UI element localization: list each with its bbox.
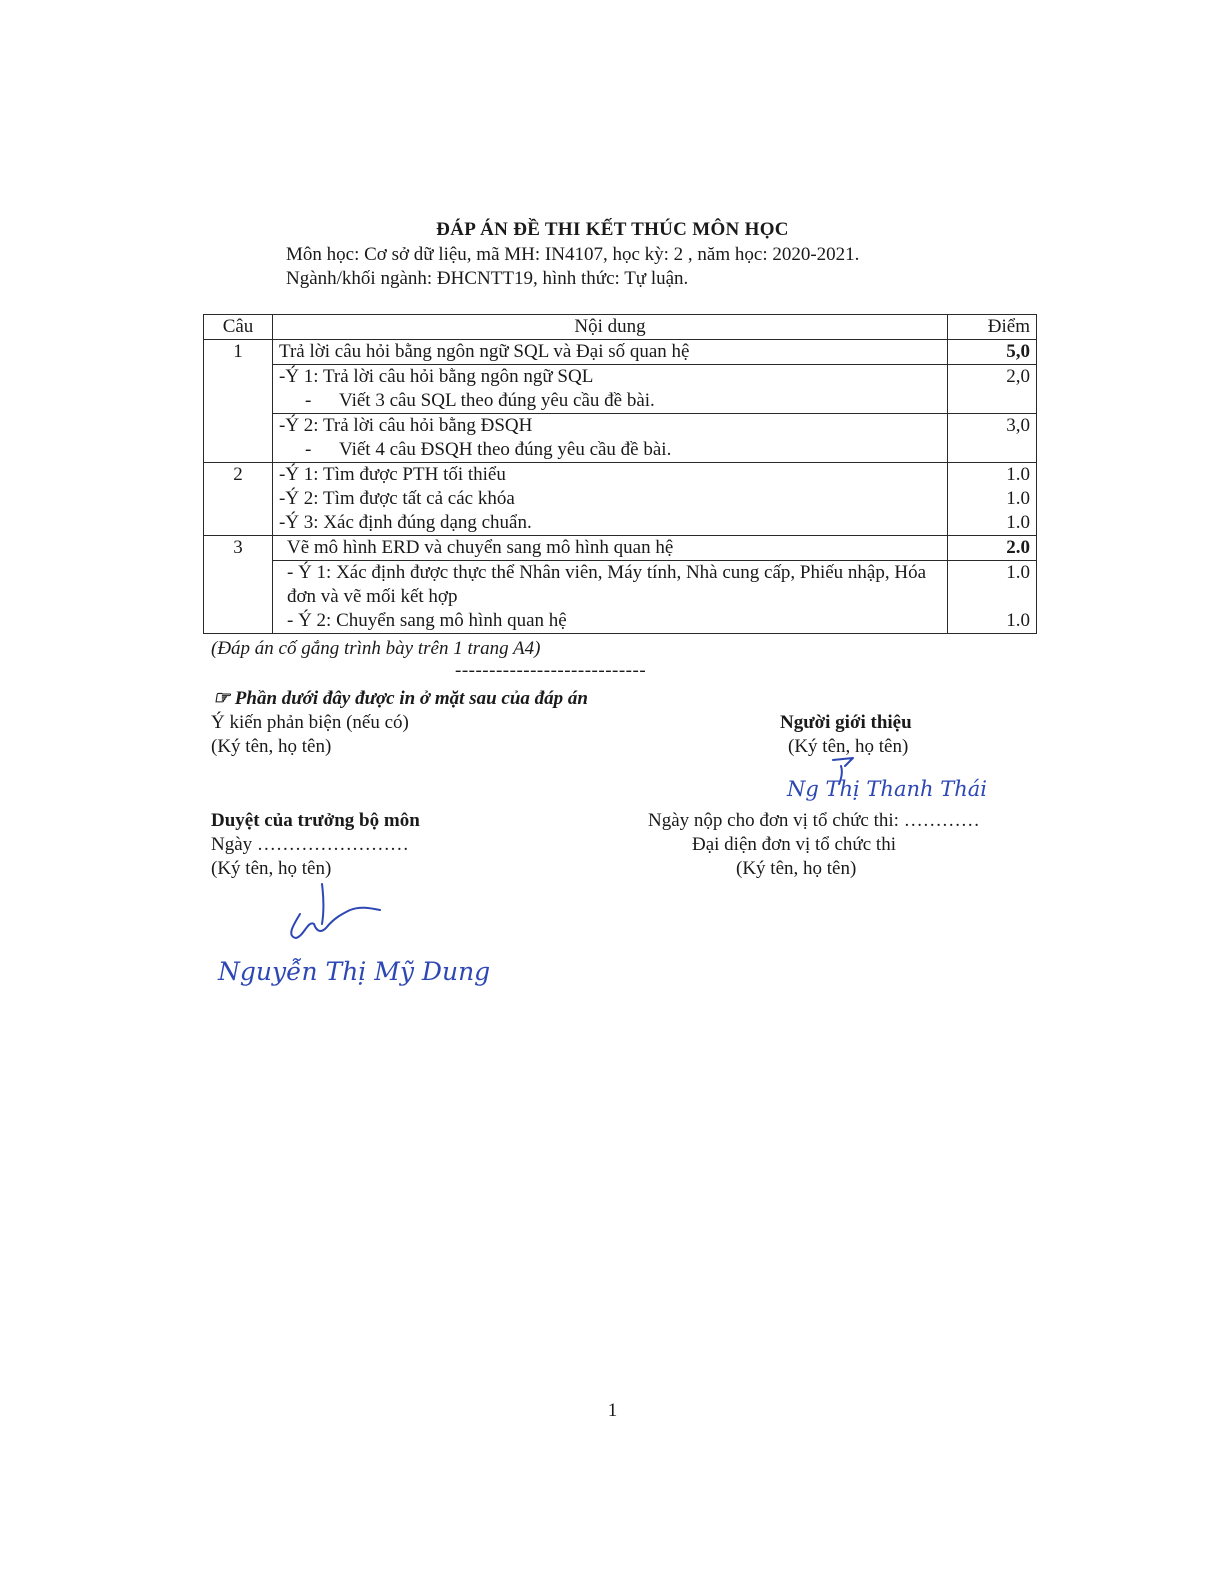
back-section-heading <box>213 687 588 710</box>
presenter-signature <box>775 752 995 810</box>
dash-marker: - <box>305 390 312 411</box>
page-number: 1 <box>607 1400 618 1421</box>
table-row <box>204 463 1037 536</box>
table-row <box>204 414 1037 463</box>
presenter-title: Người giới thiệu <box>780 712 912 733</box>
item-label: - Ý 2: Chuyển sang mô hình quan hệ <box>287 610 567 631</box>
dash-marker: - <box>305 439 312 460</box>
department-head-title: Duyệt của trưởng bộ môn <box>211 810 420 831</box>
review-sign-hint: (Ký tên, họ tên) <box>211 736 332 757</box>
question-title: Vẽ mô hình ERD và chuyển sang mô hình quan hệ <box>273 536 948 561</box>
header-question: Câu <box>204 315 273 340</box>
question-number: 2 <box>204 463 273 536</box>
back-section-heading-text: Phần dưới đây được in ở mặt sau của đáp án <box>234 688 588 709</box>
organizer-representative: Đại diện đơn vị tổ chức thi <box>692 834 896 855</box>
spacer <box>954 585 1030 609</box>
signature-stroke <box>291 884 380 938</box>
points-value: 1.0 <box>1006 464 1030 485</box>
item-label: -Ý 3: Xác định đúng dạng chuẩn. <box>279 512 532 533</box>
note-text: (Đáp án cố gắng trình bày trên 1 trang A4) <box>211 638 541 659</box>
table-row <box>204 340 1037 365</box>
question-points: 5,0 <box>948 340 1037 365</box>
item-cell <box>273 414 948 463</box>
separator-line: ---------------------------- <box>455 660 647 681</box>
item-detail-text: Viết 3 câu SQL theo đúng yêu cầu đề bài. <box>339 390 655 411</box>
answer-table <box>203 314 1037 634</box>
item-detail <box>279 438 941 462</box>
item-points <box>948 463 1037 536</box>
table-row <box>204 365 1037 414</box>
question-points: 2.0 <box>948 536 1037 561</box>
submission-date: Ngày nộp cho đơn vị tổ chức thi: ………… <box>648 810 980 831</box>
presenter-signature-text: Ng Thị Thanh Thái <box>787 777 987 801</box>
points-value: 1.0 <box>1006 610 1030 631</box>
item-label: -Ý 1: Tìm được PTH tối thiểu <box>279 464 506 485</box>
item-detail <box>279 389 941 413</box>
item-label: -Ý 2: Trả lời câu hỏi bằng ĐSQH <box>279 415 533 436</box>
points-value: 1.0 <box>1006 512 1030 533</box>
header-content: Nội dung <box>273 315 948 340</box>
table-header-row <box>204 315 1037 340</box>
question-title: Trả lời câu hỏi bằng ngôn ngữ SQL và Đại số quan hệ <box>273 340 948 365</box>
item-cell <box>273 463 948 536</box>
header-points: Điểm <box>948 315 1037 340</box>
points-value: 1.0 <box>1006 488 1030 509</box>
course-info: Môn học: Cơ sở dữ liệu, mã MH: IN4107, học kỳ: 2 , năm học: 2020-2021. <box>286 244 860 265</box>
department-head-signature <box>212 880 492 1010</box>
question-number: 1 <box>204 340 273 463</box>
department-head-signature-text: Nguyễn Thị Mỹ Dung <box>218 957 491 986</box>
points-value: 1.0 <box>1006 562 1030 583</box>
item-points <box>948 561 1037 634</box>
item-cell <box>273 365 948 414</box>
review-label: Ý kiến phản biện (nếu có) <box>211 712 409 733</box>
question-number: 3 <box>204 536 273 634</box>
table-row <box>204 536 1037 561</box>
document-title: ĐÁP ÁN ĐỀ THI KẾT THÚC MÔN HỌC <box>436 219 789 240</box>
program-info: Ngành/khối ngành: ĐHCNTT19, hình thức: Tự luận. <box>286 268 689 289</box>
organizer-sign-hint: (Ký tên, họ tên) <box>736 858 857 879</box>
item-detail-text: Viết 4 câu ĐSQH theo đúng yêu cầu đề bài. <box>339 439 672 460</box>
table-row <box>204 561 1037 634</box>
presenter-sign-hint: (Ký tên, họ tên) <box>788 736 909 757</box>
item-label: -Ý 1: Trả lời câu hỏi bằng ngôn ngữ SQL <box>279 366 594 387</box>
item-label: -Ý 2: Tìm được tất cả các khóa <box>279 488 515 509</box>
department-head-date: Ngày …………………… <box>211 834 409 855</box>
item-cell <box>273 561 948 634</box>
item-points: 3,0 <box>948 414 1037 463</box>
department-head-sign-hint: (Ký tên, họ tên) <box>211 858 332 879</box>
item-label: - Ý 1: Xác định được thực thể Nhân viên, Máy tính, Nhà cung cấp, Phiếu nhập, Hóa đơn và vẽ mối kết hợp <box>287 562 927 607</box>
hand-pointer-icon: ☞ <box>213 688 231 709</box>
item-points: 2,0 <box>948 365 1037 414</box>
